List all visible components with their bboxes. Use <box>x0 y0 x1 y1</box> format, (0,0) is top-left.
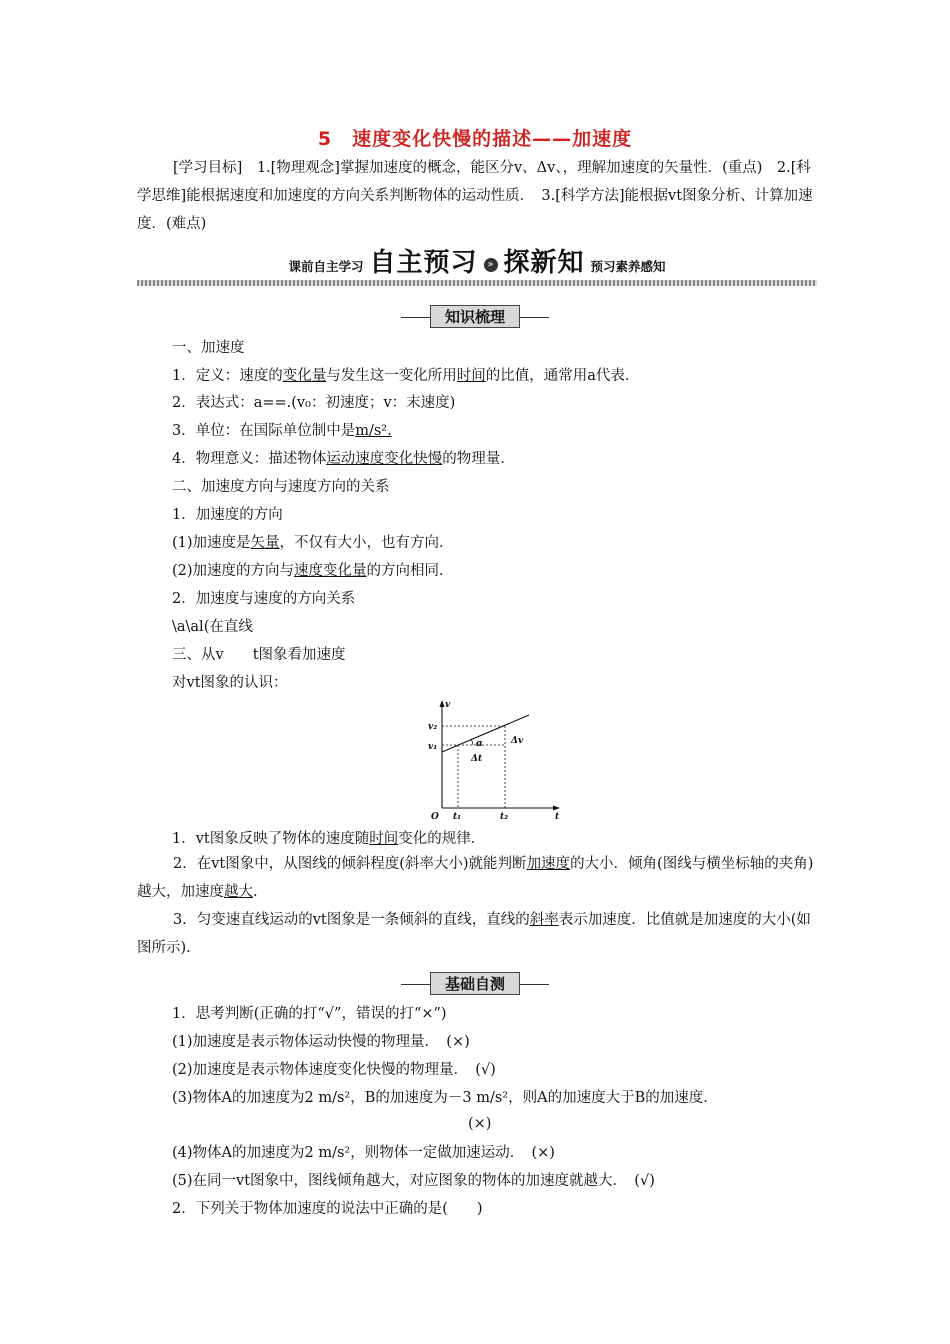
vt-intro-line: 对vt图象的认识： <box>172 675 288 691</box>
arrow-icon: » <box>484 258 498 272</box>
banner-right-label: 预习素养感知 <box>590 259 666 274</box>
section-heading-knowledge: 知识梳理 <box>0 305 950 328</box>
direction-same-line: (2)加速度的方向与速度变化量的方向相同． <box>172 563 454 579</box>
banner-divider <box>137 280 817 286</box>
velocity-line <box>442 715 529 752</box>
direction-subheading: 1．加速度的方向 <box>172 507 283 523</box>
judgement-item-4: (4)物体A的加速度为2 m/s²，则物体一定做加速运动． (×) <box>172 1145 555 1161</box>
banner-title-1: 自主预习 <box>369 248 478 278</box>
formula-line: 2．表达式：a==.(v₀：初速度；v：末速度) <box>172 395 456 411</box>
v-axis-arrow <box>440 700 445 707</box>
question-intro: 1．思考判断(正确的打“√”，错误的打“×”) <box>172 1006 447 1022</box>
question-2: 2．下列关于物体加速度的说法中正确的是( ) <box>172 1201 483 1217</box>
judgement-item-2: (2)加速度是表示物体速度变化快慢的物理量． (√) <box>172 1062 496 1078</box>
equation-fragment: \a\al(在直线 <box>172 619 253 635</box>
delta-v-label: Δv <box>511 736 524 746</box>
banner-left-label: 课前自主学习 <box>288 259 364 274</box>
vt-point-3: 3．匀变速直线运动的vt图象是一条倾斜的直线，直线的斜率表示加速度．比值就是加速度的大小(如图所示). <box>137 912 811 956</box>
v-axis-label: v <box>445 700 451 710</box>
section-heading-selftest: 基础自测 <box>0 972 950 995</box>
t2-label: t₂ <box>500 812 509 822</box>
definition-line: 1．定义：速度的变化量与发生这一变化所用时间的比值，通常用a代表． <box>172 368 640 384</box>
v1-label: v₁ <box>428 742 438 752</box>
origin-label: O <box>431 812 439 822</box>
vt-point-1: 1．vt图象反映了物体的速度随时间变化的规律． <box>172 831 486 847</box>
angle-arc <box>471 739 473 745</box>
heading-acceleration: 一、加速度 <box>172 340 245 356</box>
vt-point-2: 2．在vt图象中，从图线的倾斜程度(斜率大小)就能判断加速度的大小．倾角(图线与横坐标轴的夹角)越大，加速度越大. <box>137 856 814 900</box>
v2-label: v₂ <box>428 722 438 732</box>
judgement-item-1: (1)加速度是表示物体运动快慢的物理量． (×) <box>172 1034 470 1050</box>
t1-label: t₁ <box>453 812 462 822</box>
alpha-label: α <box>476 739 483 749</box>
judgement-item-5: (5)在同一vt图象中，图线倾角越大，对应图象的物体的加速度就越大． (√) <box>172 1173 655 1189</box>
vt-graph-figure <box>425 698 565 822</box>
heading-direction: 二、加速度方向与速度方向的关系 <box>172 479 390 495</box>
delta-t-label: Δt <box>471 754 483 764</box>
banner-title-2: 探新知 <box>503 248 585 278</box>
meaning-line: 4．物理意义：描述物体运动速度变化快慢的物理量． <box>172 451 515 467</box>
heading-vt-graph: 三、从v t图象看加速度 <box>172 647 346 663</box>
judgement-item-3: (3)物体A的加速度为2 m/s²，B的加速度为－3 m/s²，则A的加速度大于B的加速度． <box>172 1090 718 1106</box>
t-axis-label: t <box>555 812 560 822</box>
judgement-item-3-answer: (×) <box>468 1116 492 1132</box>
learning-goals: [学习目标] 1.[物理观念]掌握加速度的概念，能区分v、Δv、，理解加速度的矢量性．(重点) 2.[科学思维]能根据速度和加速度的方向关系判断物体的运动性质． 3.[科学方法]能根据vt图象分析、计算加速度．(难点) <box>137 160 813 232</box>
vector-line: (1)加速度是矢量，不仅有大小，也有方向． <box>172 535 454 551</box>
unit-line: 3．单位：在国际单位制中是m/s². <box>172 423 392 439</box>
t-axis-arrow <box>553 806 560 811</box>
page-title: 5 速度变化快慢的描述——加速度 <box>317 128 633 150</box>
relation-subheading: 2．加速度与速度的方向关系 <box>172 591 356 607</box>
section-banner <box>137 249 817 285</box>
